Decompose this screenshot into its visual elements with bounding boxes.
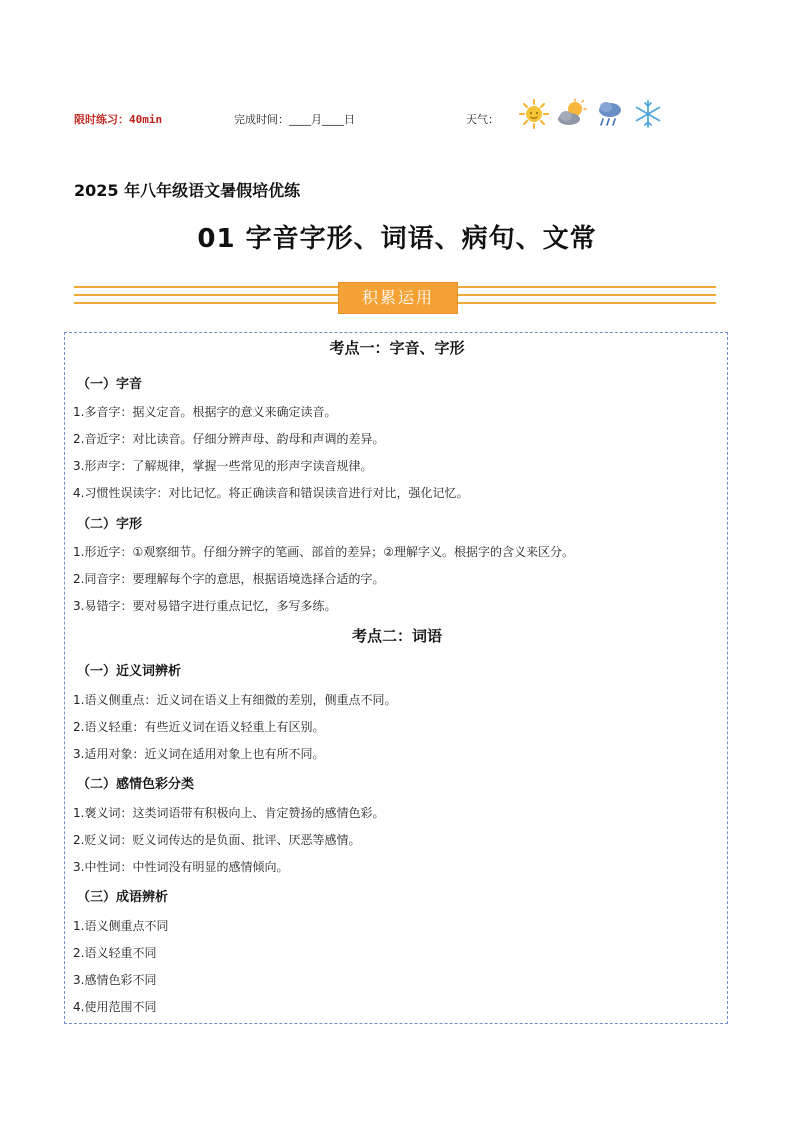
list-item: 1.褒义词：这类词语带有积极向上、肯定赞扬的感情色彩。 [73,806,385,820]
list-item: 3.形声字：了解规律，掌握一些常见的形声字读音规律。 [73,459,373,473]
group-title: （二）感情色彩分类 [77,777,195,792]
weather-label: 天气： [466,113,499,126]
list-item: 4.使用范围不同 [73,1000,157,1014]
sun-icon [518,98,550,130]
list-item: 2.语义轻重：有些近义词在语义轻重上有区别。 [73,720,325,734]
list-item: 2.同音字：要理解每个字的意思，根据语境选择合适的字。 [73,572,385,586]
group-title: （一）近义词辨析 [77,664,182,679]
section-heading: 考点一：字音、字形 [329,339,465,357]
rain-icon [594,98,626,130]
list-item: 3.中性词：中性词没有明显的感情倾向。 [73,860,289,874]
time-limit: 限时练习：40min [74,113,163,126]
list-item: 1.语义侧重点不同 [73,919,169,933]
group-title: （二）字形 [77,517,143,532]
section-banner [74,280,716,316]
group-title: （三）成语辨析 [77,890,169,905]
list-item: 1.语义侧重点：近义词在语义上有细微的差别，侧重点不同。 [73,693,397,707]
series-title: 2025 年八年级语文暑假培优练 [74,181,301,200]
list-item: 1.形近字：①观察细节。仔细分辨字的笔画、部首的差异；②理解字义。根据字的含义来区分。 [73,545,574,559]
list-item: 2.音近字：对比读音。仔细分辨声母、韵母和声调的差异。 [73,432,385,446]
group-title: （一）字音 [77,377,143,392]
section-heading: 考点二：词语 [351,627,442,645]
list-item: 2.贬义词：贬义词传达的是负面、批评、厌恶等感情。 [73,833,361,847]
header-row [74,108,714,132]
list-item: 4.习惯性误读字：对比记忆。将正确读音和错误读音进行对比，强化记忆。 [73,486,469,500]
knowledge-box [64,332,728,1024]
list-item: 2.语义轻重不同 [73,946,157,960]
list-item: 3.感情色彩不同 [73,973,157,987]
partly-cloudy-icon [556,98,588,130]
banner-label: 积累运用 [338,282,458,314]
page-title: 01 字音字形、词语、病句、文常 [197,224,597,254]
list-item: 1.多音字：据义定音。根据字的意义来确定读音。 [73,405,337,419]
completion-time: 完成时间：____月____日 [234,113,355,126]
snowflake-icon [632,98,664,130]
weather-icons [518,98,664,130]
list-item: 3.适用对象：近义词在适用对象上也有所不同。 [73,747,325,761]
list-item: 3.易错字：要对易错字进行重点记忆，多写多练。 [73,599,337,613]
